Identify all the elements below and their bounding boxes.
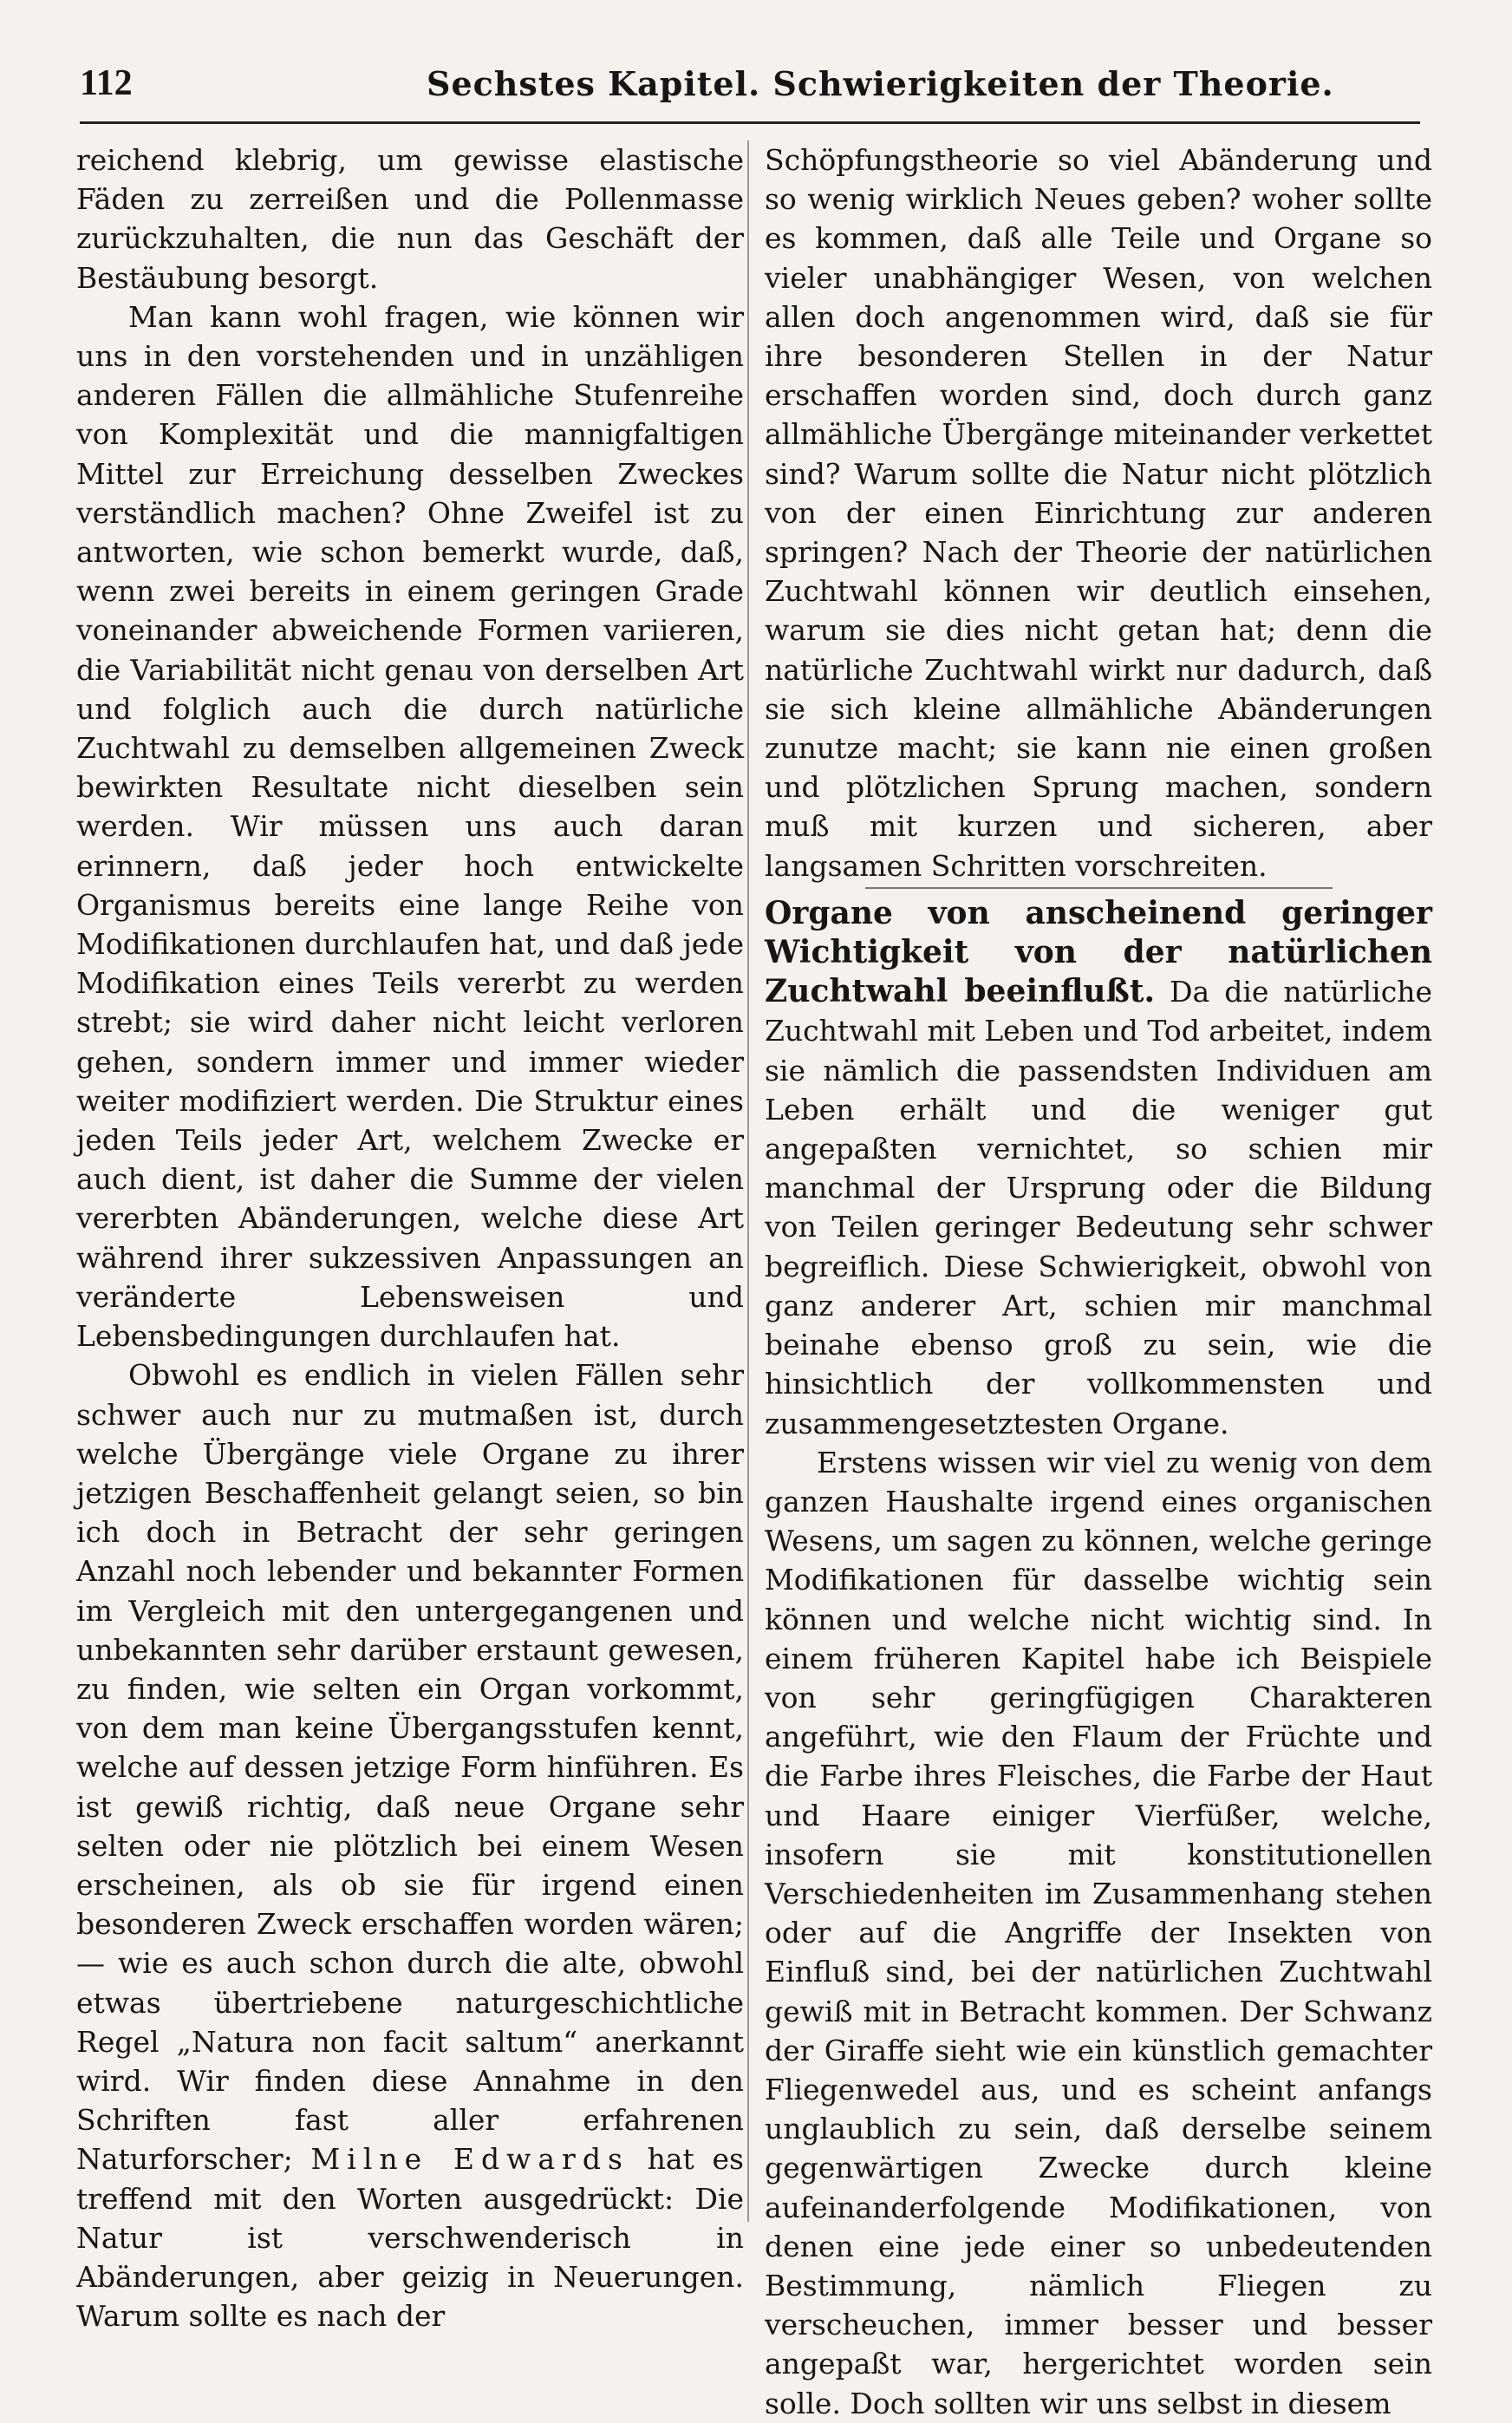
section-rule: [865, 887, 1333, 889]
section-paragraph: [765, 894, 1432, 1443]
paragraph-text: Obwohl es endlich in vielen Fällen sehr schwer auch nur zu mutmaßen ist, durch welche Übergänge viele Organe zu ihrer jetzigen Beschaffenheit gelangt seien, so bin ich doch in Betracht der sehr geringen Anzahl noch lebender und bekannter Formen im Vergleich mit den untergegangenen und unbekannten sehr darüber erstaunt gewesen, zu finden, wie selten ein Organ vorkommt, von dem man keine Übergangsstufen kennt, welche auf dessen jetzige Form hinführen. Es ist gewiß richtig, daß neue Organe sehr selten oder nie plötzlich bei einem Wesen erscheinen, als ob sie für irgend einen besonderen Zweck erschaffen worden wären; — wie es auch schon durch die alte, obwohl etwas übertriebene naturgeschichtliche Regel „Natura non facit saltum“ anerkannt wird. Wir finden diese Annahme in den Schriften fast aller erfahrenen Naturforscher;: [76, 1358, 744, 2177]
paragraph: Erstens wissen wir viel zu wenig von dem ganzen Haushalte irgend eines organischen Wesens, um sagen zu können, welche geringe Modifikationen für dasselbe wichtig sein können und welche nicht wichtig sind. In einem früheren Kapitel habe ich Beispiele von sehr geringfügigen Charakteren angeführt, wie den Flaum der Früchte und die Farbe ihres Fleisches, die Farbe der Haut und Haare einiger Vierfüßer, welche, insofern sie mit konstitutionellen Verschiedenheiten im Zusammenhang stehen oder auf die Angriffe der Insekten von Einfluß sind, bei der natürlichen Zuchtwahl gewiß mit in Betracht kommen. Der Schwanz der Giraffe sieht wie ein künstlich gemachter Fliegenwedel aus, und es scheint anfangs unglaublich zu sein, daß derselbe seinem gegenwärtigen Zwecke durch kleine aufeinanderfolgende Modifikationen, von denen eine jede einer so unbedeutenden Bestimmung, nämlich Fliegen zu verscheuchen, immer besser und besser angepaßt war, hergerichtet worden sein solle. Doch sollten wir uns selbst in diesem: [765, 1445, 1432, 2420]
section-heading: Organe von anscheinend geringer Wichtigkeit von der natürlichen Zuchtwahl beeinflußt.: [765, 894, 1432, 1010]
author-name: Milne Edwards: [310, 2142, 629, 2177]
paragraph: [76, 1355, 744, 2335]
paragraph: Schöpfungstheorie so viel Abänderung und so wenig wirklich Neues geben? woher sollte es kommen, daß alle Teile und Organe so vieler unabhängiger Wesen, von welchen allen doch angenommen wird, daß sie für ihre besonderen Stellen in der Natur erschaffen worden sind, doch durch ganz allmähliche Übergänge miteinander verkettet sind? Warum sollte die Natur nicht plötzlich von der einen Einrichtung zur anderen springen? Nach der Theorie der natürlichen Zuchtwahl können wir deutlich einsehen, warum sie dies nicht getan hat; denn die natürliche Zuchtwahl wirkt nur dadurch, daß sie sich kleine allmähliche Abänderungen zunutze macht; sie kann nie einen großen und plötzlichen Sprung machen, sondern muß mit kurzen und sicheren, aber langsamen Schritten vorschreiten.: [765, 143, 1432, 883]
page-header: [80, 62, 1432, 123]
left-column: [76, 140, 744, 2335]
page-number: 112: [80, 63, 133, 103]
header-rule: [80, 121, 1420, 124]
paragraph: reichend klebrig, um gewisse elastische Fäden zu zerreißen und die Pollenmasse zurückzuhalten, die nun das Geschäft der Bestäubung besorgt.: [76, 143, 744, 295]
paragraph-text: Da die natürliche Zuchtwahl mit Leben und Tod arbeitet, indem sie nämlich die passendsten Individuen am Leben erhält und die weniger gut angepaßten vernichtet, so schien mir manchmal der Ursprung oder die Bildung von Teilen geringer Bedeutung sehr schwer begreiflich. Diese Schwierigkeit, obwohl von ganz anderer Art, schien mir manchmal beinahe ebenso groß zu sein, wie die hinsichtlich der vollkommensten und zusammengesetztesten Organe.: [765, 975, 1432, 1440]
paragraph: Man kann wohl fragen, wie können wir uns in den vorstehenden und in unzähligen anderen Fällen die allmähliche Stufenreihe von Komplexität und die mannigfaltigen Mittel zur Erreichung desselben Zweckes verständlich machen? Ohne Zweifel ist zu antworten, wie schon bemerkt wurde, daß, wenn zwei bereits in einem geringen Grade voneinander abweichende Formen variieren, die Variabilität nicht genau von derselben Art und folglich auch die durch natürliche Zuchtwahl zu demselben allgemeinen Zweck bewirkten Resultate nicht dieselben sein werden. Wir müssen uns auch daran erinnern, daß jeder hoch entwickelte Organismus bereits eine lange Reihe von Modifikationen durchlaufen hat, und daß jede Modifikation eines Teils vererbt zu werden strebt; sie wird daher nicht leicht verloren gehen, sondern immer und immer wieder weiter modifiziert werden. Die Struktur eines jeden Teils jeder Art, welchem Zwecke er auch dient, ist daher die Summe der vielen vererbten Abänderungen, welche diese Art während ihrer sukzessiven Anpassungen an veränderte Lebensweisen und Lebensbedingungen durchlaufen hat.: [76, 299, 744, 1354]
column-divider: [747, 140, 749, 2222]
paragraph-text: hat es treffend mit den Worten ausgedrückt: Die Natur ist verschwenderisch in Abänderungen, aber geizig in Neuerungen. Warum sollte es nach der: [76, 2142, 744, 2334]
running-head: Sechstes Kapitel. Schwierigkeiten der Theorie.: [427, 64, 1334, 103]
right-column: [765, 140, 1432, 2423]
